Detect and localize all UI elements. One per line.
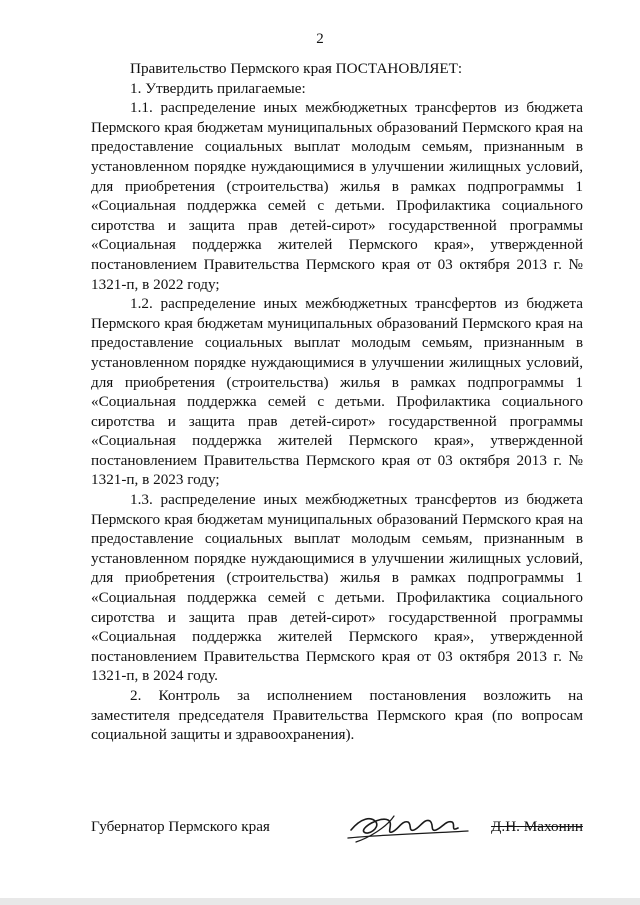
clause-2: 2. Контроль за исполнением постановления возложить на заместителя председателя Правительства Пермского края (по вопросам социальной защиты и здравоохранения). [91, 687, 583, 744]
scan-edge [0, 898, 640, 905]
document-body [91, 59, 583, 745]
clause-1-2: 1.2. распределение иных межбюджетных трансфертов из бюджета Пермского края бюджетам муниципальных образований Пермского края на предоставление социальных выплат молодым семьям, признанным в установленном порядке нуждающимися в улучшении жилищных условий, для приобретения (строительства) жилья в рамках подпрограммы 1 «Социальная поддержка семей с детьми. Профилактика социального сиротства и защита прав детей-сирот» государственной программы «Социальная поддержка жителей Пермского края», утвержденной постановлением Правительства Пермского края от 03 октября 2013 г. № 1321-п, в 2023 году; [91, 295, 583, 489]
signature-block [91, 818, 583, 842]
clause-1-1: 1.1. распределение иных межбюджетных трансфертов из бюджета Пермского края бюджетам муниципальных образований Пермского края на предоставление социальных выплат молодым семьям, признанным в установленном порядке нуждающимися в улучшении жилищных условий, для приобретения (строительства) жилья в рамках подпрограммы 1 «Социальная поддержка семей с детьми. Профилактика социального сиротства и защита прав детей-сирот» государственной программы «Социальная поддержка жителей Пермского края», утвержденной постановлением Правительства Пермского края от 03 октября 2013 г. № 1321-п, в 2022 году; [91, 99, 583, 293]
page-number: 2 [316, 31, 324, 47]
signer-name: Д.Н. Махонин [491, 818, 583, 835]
clause-1-3: 1.3. распределение иных межбюджетных трансфертов из бюджета Пермского края бюджетам муниципальных образований Пермского края на предоставление социальных выплат молодым семьям, признанным в установленном порядке нуждающимися в улучшении жилищных условий, для приобретения (строительства) жилья в рамках подпрограммы 1 «Социальная поддержка семей с детьми. Профилактика социального сиротства и защита прав детей-сирот» государственной программы «Социальная поддержка жителей Пермского края», утвержденной постановлением Правительства Пермского края от 03 октября 2013 г. № 1321-п, в 2024 году. [91, 491, 583, 685]
governor-label: Губернатор Пермского края [91, 818, 270, 835]
decree-intro: Правительство Пермского края ПОСТАНОВЛЯЕТ: [130, 60, 463, 77]
handwritten-signature [346, 808, 471, 848]
clause-1: 1. Утвердить прилагаемые: [130, 79, 306, 97]
